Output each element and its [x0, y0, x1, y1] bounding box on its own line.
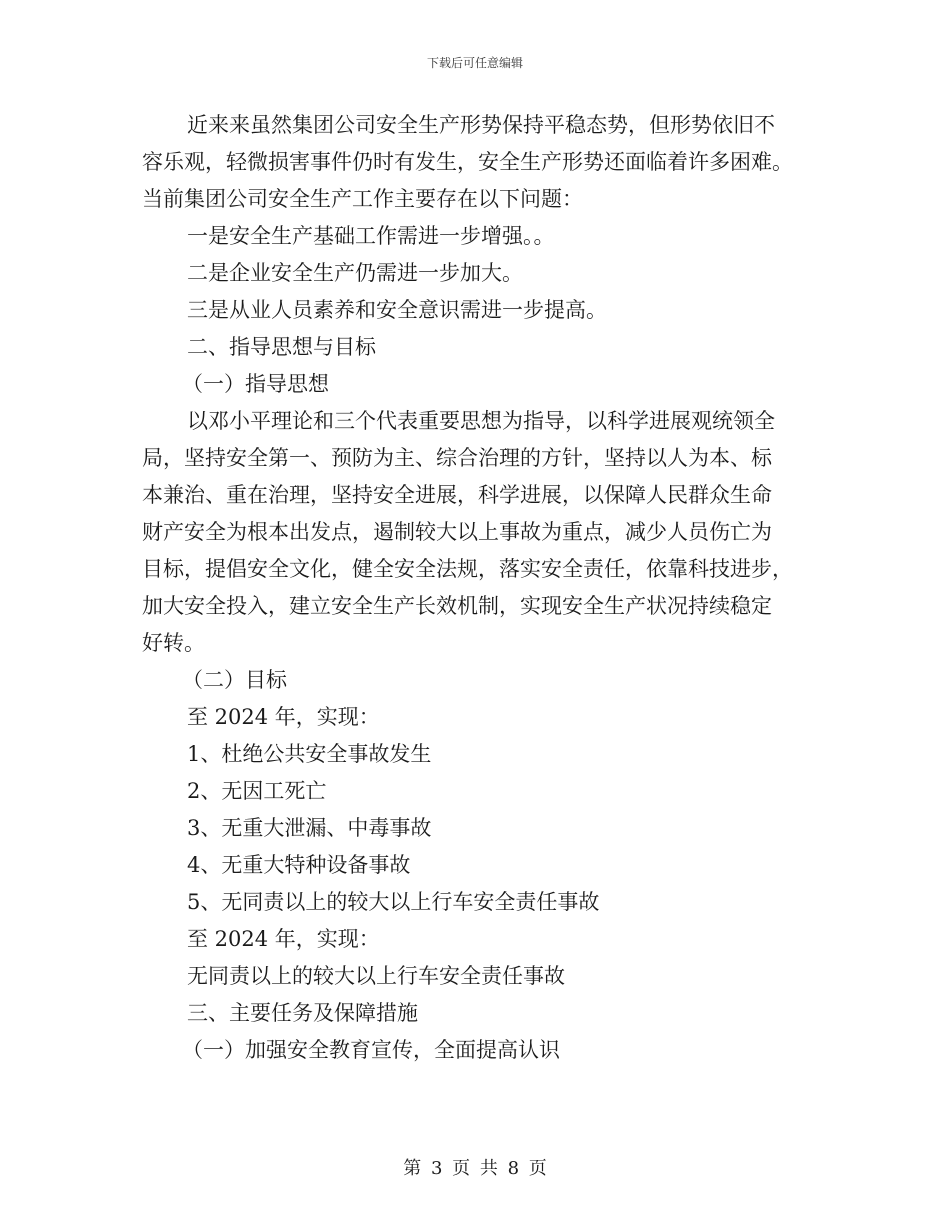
section-heading: 三、主要任务及保障措施 — [187, 1001, 418, 1025]
paragraph-line: 二是企业安全生产仍需进一步加大。 — [187, 261, 523, 285]
paragraph-line: 财产安全为根本出发点，遏制较大以上事故为重点，减少人员伤亡为 — [142, 520, 772, 544]
section-heading: 二、指导思想与目标 — [187, 335, 376, 359]
list-item: 1、杜绝公共安全事故发生 — [187, 742, 432, 766]
paragraph-line: 至 2024 年，实现： — [187, 927, 380, 951]
document-body — [142, 107, 810, 1069]
paragraph-line: 本兼治、重在治理，坚持安全进展，科学进展，以保障人民群众生命 — [142, 483, 772, 507]
paragraph-line: 好转。 — [142, 631, 205, 655]
list-item: 5、无同责以上的较大以上行车安全责任事故 — [187, 890, 600, 914]
paragraph-line: 当前集团公司安全生产工作主要存在以下问题： — [142, 187, 583, 211]
subsection-heading: （一）加强安全教育宣传，全面提高认识 — [182, 1038, 560, 1062]
paragraph-line: 一是安全生产基础工作需进一步增强。。 — [187, 224, 555, 248]
page-number: 第 3 页 共 8 页 — [403, 1158, 547, 1179]
paragraph-line: 无同责以上的较大以上行车安全责任事故 — [187, 964, 565, 988]
paragraph-line: 至 2024 年，实现： — [187, 705, 380, 729]
subsection-heading: （一）指导思想 — [182, 372, 329, 396]
list-item: 4、无重大特种设备事故 — [187, 853, 411, 877]
paragraph-line: 三是从业人员素养和安全意识需进一步提高。 — [187, 298, 607, 322]
paragraph-line: 目标，提倡安全文化，健全安全法规，落实安全责任，依靠科技进步， — [142, 557, 793, 581]
paragraph-line: 加大安全投入，建立安全生产长效机制，实现安全生产状况持续稳定 — [142, 594, 772, 618]
paragraph-line: 近来来虽然集团公司安全生产形势保持平稳态势，但形势依旧不 — [187, 113, 775, 137]
subsection-heading: （二）目标 — [182, 668, 287, 692]
paragraph-line: 以邓小平理论和三个代表重要思想为指导，以科学进展观统领全 — [187, 409, 775, 433]
list-item: 2、无因工死亡 — [187, 779, 327, 803]
list-item: 3、无重大泄漏、中毒事故 — [187, 816, 432, 840]
paragraph-line: 容乐观，轻微损害事件仍时有发生，安全生产形势还面临着许多困难。 — [142, 150, 793, 174]
paragraph-line: 局，坚持安全第一、预防为主、综合治理的方针，坚持以人为本、标 — [142, 446, 772, 470]
header-note: 下载后可任意编辑 — [426, 56, 523, 70]
